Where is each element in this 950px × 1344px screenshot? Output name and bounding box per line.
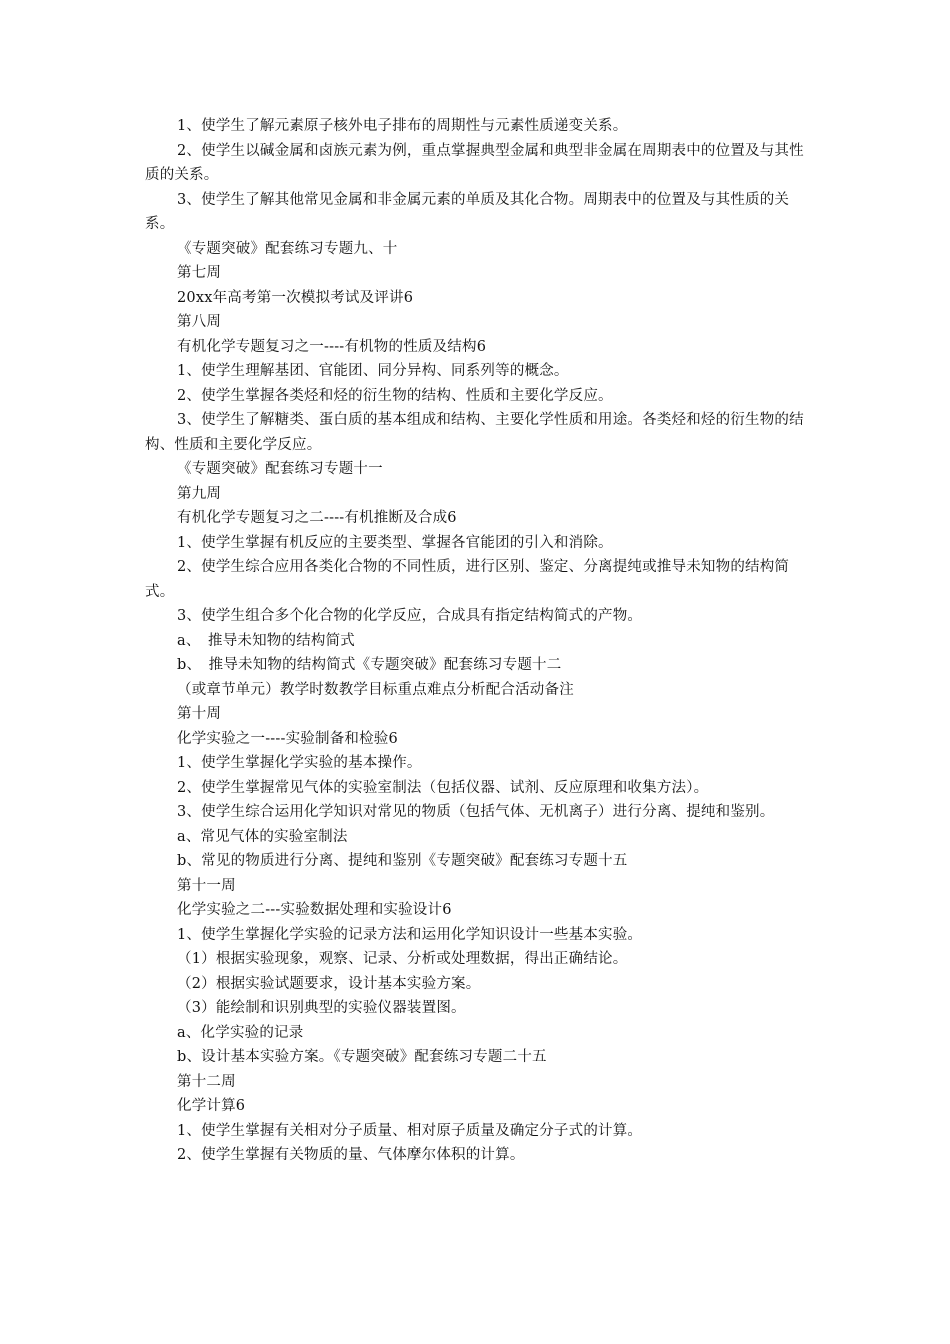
paragraph: b、设计基本实验方案。《专题突破》配套练习专题二十五 <box>177 1049 547 1065</box>
paragraph: 20xx年高考第一次模拟考试及评讲6 <box>177 289 414 306</box>
week-heading: 第九周 <box>177 485 222 502</box>
topic-heading: 化学实验之二---实验数据处理和实验设计6 <box>177 902 452 918</box>
paragraph: （1）根据实验现象，观察、记录、分析或处理数据，得出正确结论。 <box>177 951 628 967</box>
paragraph: 2、使学生掌握各类烃和烃的衍生物的结构、性质和主要化学反应。 <box>177 387 613 404</box>
paragraph: a、化学实验的记录 <box>177 1024 304 1041</box>
paragraph: a、常见气体的实验室制法 <box>177 828 348 845</box>
paragraph: 1、使学生掌握有关相对分子质量、相对原子质量及确定分子式的计算。 <box>177 1122 643 1139</box>
paragraph: 3、使学生组合多个化合物的化学反应，合成具有指定结构简式的产物。 <box>177 608 643 624</box>
topic-heading: 有机化学专题复习之一----有机物的性质及结构6 <box>177 338 487 355</box>
topic-heading: 化学计算6 <box>177 1098 246 1114</box>
paragraph: （3）能绘制和识别典型的实验仪器装置图。 <box>177 1000 466 1016</box>
week-heading: 第十一周 <box>177 877 236 894</box>
paragraph: b、常见的物质进行分离、提纯和鉴别《专题突破》配套练习专题十五 <box>177 853 628 869</box>
paragraph: 1、使学生了解元素原子核外电子排布的周期性与元素性质递变关系。 <box>177 118 628 134</box>
paragraph: 2、使学生掌握有关物质的量、气体摩尔体积的计算。 <box>177 1147 525 1163</box>
paragraph: 2、使学生掌握常见气体的实验室制法（包括仪器、试剂、反应原理和收集方法）。 <box>177 779 709 796</box>
topic-heading: 化学实验之一----实验制备和检验6 <box>177 730 398 747</box>
week-heading: 第十二周 <box>177 1073 236 1090</box>
paragraph: a、 推导未知物的结构简式 <box>177 632 355 649</box>
paragraph: 2、使学生综合应用各类化合物的不同性质，进行区别、鉴定、分离提纯或推导未知物的结构简式。 <box>145 559 790 600</box>
document-body <box>145 114 813 1168</box>
paragraph: 2、使学生以碱金属和卤族元素为例，重点掌握典型金属和典型非金属在周期表中的位置及与其性质的关系。 <box>145 142 804 183</box>
week-heading: 第八周 <box>177 314 222 330</box>
topic-heading: 有机化学专题复习之二----有机推断及合成6 <box>177 510 457 526</box>
paragraph: 3、使学生综合运用化学知识对常见的物质（包括气体、无机离子）进行分离、提纯和鉴别。 <box>177 804 775 820</box>
week-heading: 第七周 <box>177 265 222 281</box>
week-heading: 第十周 <box>177 706 222 722</box>
paragraph: （或章节单元）教学时数教学目标重点难点分析配合活动备注 <box>177 681 574 698</box>
paragraph: 1、使学生掌握化学实验的记录方法和运用化学知识设计一些基本实验。 <box>177 926 643 943</box>
paragraph: 1、使学生掌握有机反应的主要类型、掌握各官能团的引入和消除。 <box>177 534 613 551</box>
paragraph: （2）根据实验试题要求，设计基本实验方案。 <box>177 975 481 992</box>
paragraph: 3、使学生了解糖类、蛋白质的基本组成和结构、主要化学性质和用途。各类烃和烃的衍生物的结构、性质和主要化学反应。 <box>145 412 804 453</box>
paragraph: 1、使学生掌握化学实验的基本操作。 <box>177 755 422 771</box>
paragraph: 1、使学生理解基团、官能团、同分异构、同系列等的概念。 <box>177 363 569 379</box>
paragraph: 《专题突破》配套练习专题十一 <box>177 461 383 477</box>
paragraph: b、 推导未知物的结构简式《专题突破》配套练习专题十二 <box>177 657 562 673</box>
paragraph: 《专题突破》配套练习专题九、十 <box>177 240 398 257</box>
paragraph: 3、使学生了解其他常见金属和非金属元素的单质及其化合物。周期表中的位置及与其性质的关系。 <box>145 191 790 232</box>
